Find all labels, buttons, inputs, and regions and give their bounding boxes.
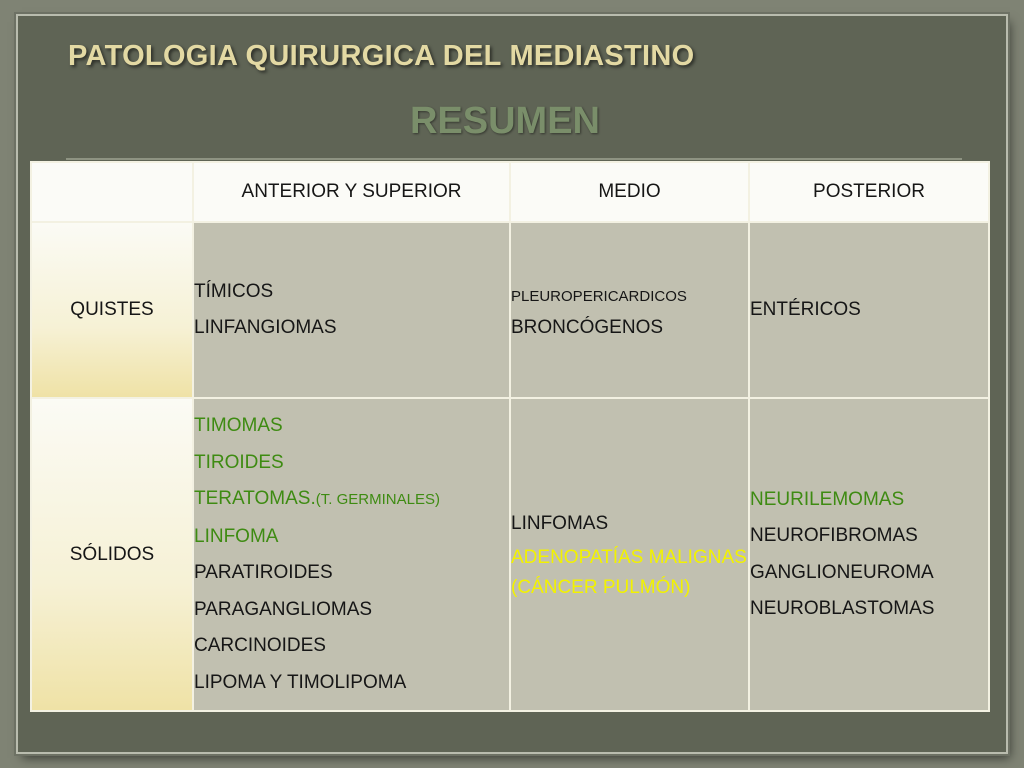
row-label-solidos: SÓLIDOS [31,398,193,711]
list-item: PLEUROPERICARDICOS [511,287,687,305]
list-item: PARAGANGLIOMAS [194,598,373,620]
list-item: BRONCÓGENOS [511,317,664,339]
cell-quistes-anterior [193,222,510,398]
header-anterior-superior: ANTERIOR Y SUPERIOR [193,162,510,222]
list-item: CARCINOIDES [194,635,326,656]
list-item: GANGLIONEUROMA [750,561,934,583]
mediastinum-summary-table [30,161,990,712]
list-item: PARATIROIDES [194,562,333,583]
list-item: LINFANGIOMAS [194,317,337,338]
list-item: ADENOPATÍAS MALIGNAS (CÁNCER PULMÓN) [511,546,747,598]
slide-title: PATOLOGIA QUIRURGICA DEL MEDIASTINO [68,40,695,72]
title-divider [66,158,962,160]
list-item: NEURILEMOMAS [750,488,905,510]
list-item: NEUROFIBROMAS [750,525,918,546]
list-item: LIPOMA Y TIMOLIPOMA [194,671,407,693]
slide-subtitle: RESUMEN [409,100,601,142]
row-label-quistes: QUISTES [31,222,193,398]
list-item: TÍMICOS [194,280,274,302]
list-item-text: TERATOMAS. [194,488,316,509]
list-item: TIMOMAS [194,415,283,436]
table-row-quistes [31,222,989,398]
list-item [194,481,509,519]
list-item: NEUROBLASTOMAS [750,598,935,619]
cell-quistes-medio [510,222,749,398]
list-item: LINFOMAS [511,513,609,535]
list-item: TIROIDES [194,451,284,473]
header-corner-cell [31,162,193,222]
list-item-note: (T. GERMINALES) [315,491,440,508]
header-row [31,162,989,222]
cell-quistes-posterior [749,222,989,398]
cell-solidos-medio [510,398,749,711]
header-posterior: POSTERIOR [749,162,989,222]
list-item: ENTÉRICOS [750,298,861,320]
cell-solidos-anterior [193,398,510,711]
cell-solidos-posterior [749,398,989,711]
table-row-solidos [31,398,989,711]
list-item: LINFOMA [194,525,279,547]
header-medio: MEDIO [510,162,749,222]
